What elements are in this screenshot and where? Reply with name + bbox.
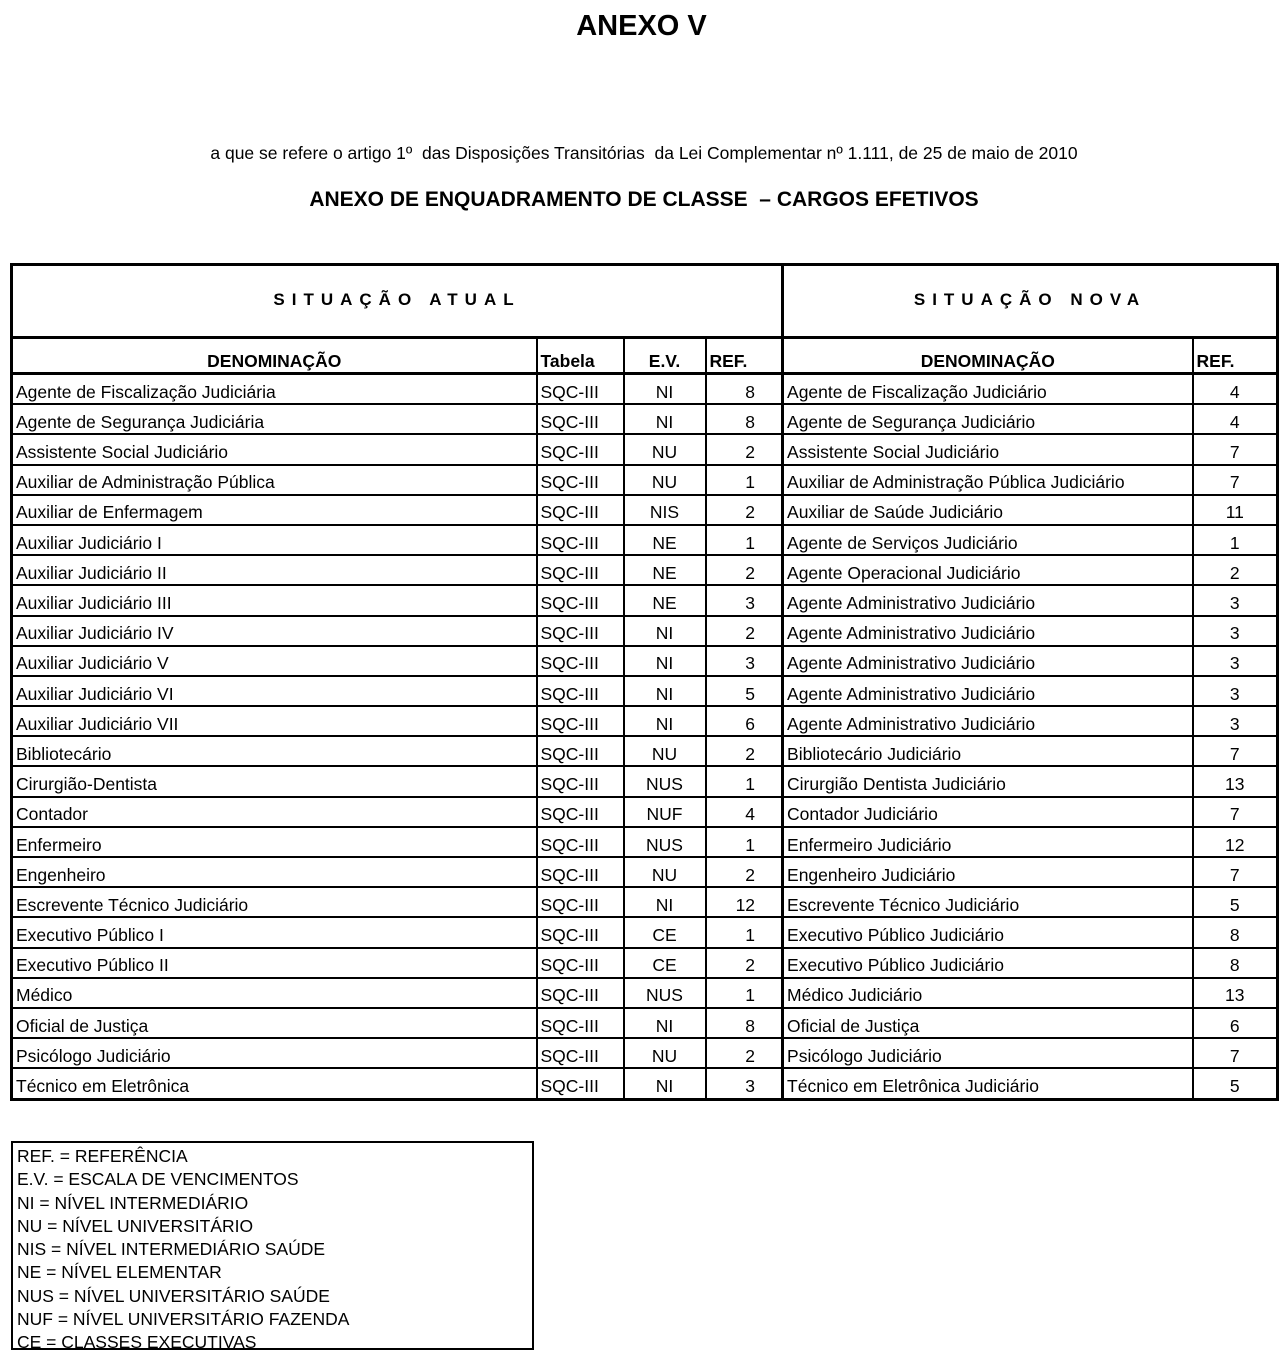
ev-cell: NI [624, 374, 706, 405]
current-name-cell: Bibliotecário [12, 736, 537, 766]
new-name-cell: Auxiliar de Saúde Judiciário [783, 495, 1193, 525]
new-ref-cell: 7 [1193, 1038, 1278, 1068]
table-cell: SQC-III [537, 736, 624, 766]
current-name-cell: Auxiliar Judiciário III [12, 585, 537, 615]
new-ref-cell: 11 [1193, 495, 1278, 525]
new-ref-cell: 7 [1193, 434, 1278, 464]
table-row [12, 1038, 1278, 1068]
new-ref-cell: 3 [1193, 616, 1278, 646]
ev-cell: NU [624, 1038, 706, 1068]
current-name-cell: Auxiliar de Administração Pública [12, 465, 537, 495]
current-ref-cell: 8 [706, 1008, 783, 1038]
legend-item: REF. = REFERÊNCIA [17, 1146, 188, 1166]
table-row [12, 978, 1278, 1008]
current-ref-cell: 2 [706, 948, 783, 978]
new-ref-cell: 3 [1193, 646, 1278, 676]
ev-cell: NI [624, 1068, 706, 1099]
current-name-cell: Executivo Público I [12, 917, 537, 947]
table-row [12, 555, 1278, 585]
new-ref-cell: 3 [1193, 706, 1278, 736]
col-new-ref-header: REF. [1193, 338, 1278, 374]
new-ref-cell: 3 [1193, 585, 1278, 615]
current-name-cell: Auxiliar Judiciário IV [12, 616, 537, 646]
ev-cell: NE [624, 525, 706, 555]
table-row [12, 917, 1278, 947]
new-name-cell: Agente Administrativo Judiciário [783, 646, 1193, 676]
new-name-cell: Executivo Público Judiciário [783, 948, 1193, 978]
ev-cell: NI [624, 1008, 706, 1038]
new-name-cell: Cirurgião Dentista Judiciário [783, 766, 1193, 796]
current-ref-cell: 4 [706, 797, 783, 827]
table-row [12, 1008, 1278, 1038]
col-new-name-header: DENOMINAÇÃO [783, 338, 1193, 374]
table-cell: SQC-III [537, 374, 624, 405]
legend-item: NU = NÍVEL UNIVERSITÁRIO [17, 1215, 254, 1236]
current-name-cell: Auxiliar Judiciário I [12, 525, 537, 555]
ev-cell: NIS [624, 495, 706, 525]
col-table-header: Tabela [537, 338, 624, 374]
new-name-cell: Agente de Serviços Judiciário [783, 525, 1193, 555]
legend-item: NIS = NÍVEL INTERMEDIÁRIO SAÚDE [17, 1239, 326, 1260]
new-name-cell: Técnico em Eletrônica Judiciário [783, 1068, 1193, 1099]
ev-cell: NUS [624, 766, 706, 796]
ev-cell: NUF [624, 797, 706, 827]
current-ref-cell: 8 [706, 404, 783, 434]
new-name-cell: Engenheiro Judiciário [783, 857, 1193, 887]
document-heading: ANEXO DE ENQUADRAMENTO DE CLASSE – CARGOS EFETIVOS [309, 188, 979, 211]
current-ref-cell: 1 [706, 827, 783, 857]
current-ref-cell: 8 [706, 374, 783, 405]
current-ref-cell: 1 [706, 525, 783, 555]
ev-cell: NI [624, 646, 706, 676]
new-ref-cell: 13 [1193, 766, 1278, 796]
ev-cell: CE [624, 948, 706, 978]
current-name-cell: Cirurgião-Dentista [12, 766, 537, 796]
new-name-cell: Auxiliar de Administração Pública Judiciário [783, 465, 1193, 495]
col-current-ref-header: REF. [706, 338, 783, 374]
ev-cell: NU [624, 465, 706, 495]
new-ref-cell: 7 [1193, 465, 1278, 495]
table-row [12, 404, 1278, 434]
table-cell: SQC-III [537, 676, 624, 706]
current-ref-cell: 1 [706, 978, 783, 1008]
current-ref-cell: 12 [706, 887, 783, 917]
table-cell: SQC-III [537, 616, 624, 646]
ev-cell: NE [624, 555, 706, 585]
new-ref-cell: 13 [1193, 978, 1278, 1008]
current-name-cell: Médico [12, 978, 537, 1008]
current-name-cell: Auxiliar Judiciário VII [12, 706, 537, 736]
legend-item: E.V. = ESCALA DE VENCIMENTOS [17, 1169, 299, 1190]
new-name-cell: Oficial de Justiça [783, 1008, 1193, 1038]
current-ref-cell: 6 [706, 706, 783, 736]
current-ref-cell: 2 [706, 736, 783, 766]
new-name-cell: Assistente Social Judiciário [783, 434, 1193, 464]
current-ref-cell: 2 [706, 616, 783, 646]
new-ref-cell: 6 [1193, 1008, 1278, 1038]
table-cell: SQC-III [537, 706, 624, 736]
new-name-cell: Agente Administrativo Judiciário [783, 616, 1193, 646]
new-name-cell: Agente Administrativo Judiciário [783, 676, 1193, 706]
new-name-cell: Escrevente Técnico Judiciário [783, 887, 1193, 917]
table-row [12, 525, 1278, 555]
new-ref-cell: 1 [1193, 525, 1278, 555]
table-cell: SQC-III [537, 465, 624, 495]
ev-cell: NUS [624, 827, 706, 857]
new-name-cell: Agente de Fiscalização Judiciário [783, 374, 1193, 405]
current-ref-cell: 3 [706, 585, 783, 615]
ev-cell: CE [624, 917, 706, 947]
table-row [12, 706, 1278, 736]
current-name-cell: Auxiliar Judiciário II [12, 555, 537, 585]
current-ref-cell: 1 [706, 766, 783, 796]
table-row [12, 736, 1278, 766]
new-ref-cell: 5 [1193, 887, 1278, 917]
table-cell: SQC-III [537, 978, 624, 1008]
legend-item: NE = NÍVEL ELEMENTAR [17, 1262, 222, 1283]
table-cell: SQC-III [537, 434, 624, 464]
new-name-cell: Psicólogo Judiciário [783, 1038, 1193, 1068]
new-ref-cell: 2 [1193, 555, 1278, 585]
table-row [12, 797, 1278, 827]
current-name-cell: Psicólogo Judiciário [12, 1038, 537, 1068]
legend-item: NUS = NÍVEL UNIVERSITÁRIO SAÚDE [17, 1285, 330, 1306]
table-row [12, 465, 1278, 495]
legend-item: NI = NÍVEL INTERMEDIÁRIO [17, 1192, 249, 1213]
current-name-cell: Oficial de Justiça [12, 1008, 537, 1038]
table-row [12, 646, 1278, 676]
table-cell: SQC-III [537, 797, 624, 827]
ev-cell: NU [624, 857, 706, 887]
section-new-header: SITUAÇÃO NOVA [783, 265, 1278, 338]
new-name-cell: Contador Judiciário [783, 797, 1193, 827]
table-cell: SQC-III [537, 646, 624, 676]
table-cell: SQC-III [537, 1068, 624, 1099]
table-cell: SQC-III [537, 857, 624, 887]
new-ref-cell: 7 [1193, 857, 1278, 887]
new-ref-cell: 12 [1193, 827, 1278, 857]
ev-cell: NI [624, 887, 706, 917]
legend-item: CE = CLASSES EXECUTIVAS [17, 1332, 257, 1353]
col-current-name-header: DENOMINAÇÃO [12, 338, 537, 374]
current-name-cell: Executivo Público II [12, 948, 537, 978]
table-cell: SQC-III [537, 495, 624, 525]
new-ref-cell: 7 [1193, 736, 1278, 766]
table-row [12, 676, 1278, 706]
current-name-cell: Técnico em Eletrônica [12, 1068, 537, 1099]
current-ref-cell: 1 [706, 465, 783, 495]
ev-cell: NI [624, 404, 706, 434]
current-name-cell: Contador [12, 797, 537, 827]
new-name-cell: Enfermeiro Judiciário [783, 827, 1193, 857]
new-ref-cell: 8 [1193, 917, 1278, 947]
table-row [12, 616, 1278, 646]
col-ev-header: E.V. [624, 338, 706, 374]
new-name-cell: Agente Operacional Judiciário [783, 555, 1193, 585]
table-row [12, 585, 1278, 615]
table-cell: SQC-III [537, 827, 624, 857]
ev-cell: NU [624, 434, 706, 464]
new-name-cell: Bibliotecário Judiciário [783, 736, 1193, 766]
table-cell: SQC-III [537, 555, 624, 585]
new-name-cell: Agente Administrativo Judiciário [783, 706, 1193, 736]
new-name-cell: Agente Administrativo Judiciário [783, 585, 1193, 615]
new-ref-cell: 4 [1193, 374, 1278, 405]
abbreviations-legend [11, 1141, 534, 1353]
table-cell: SQC-III [537, 948, 624, 978]
table-row [12, 495, 1278, 525]
current-ref-cell: 2 [706, 434, 783, 464]
current-ref-cell: 3 [706, 646, 783, 676]
current-name-cell: Engenheiro [12, 857, 537, 887]
current-ref-cell: 2 [706, 1038, 783, 1068]
current-name-cell: Agente de Fiscalização Judiciária [12, 374, 537, 405]
current-name-cell: Agente de Segurança Judiciária [12, 404, 537, 434]
table-body [12, 374, 1278, 1100]
table-cell: SQC-III [537, 1038, 624, 1068]
table-row [12, 766, 1278, 796]
table-row [12, 948, 1278, 978]
table-row [12, 887, 1278, 917]
table-cell: SQC-III [537, 887, 624, 917]
current-name-cell: Auxiliar Judiciário VI [12, 676, 537, 706]
table-row [12, 857, 1278, 887]
current-name-cell: Auxiliar de Enfermagem [12, 495, 537, 525]
current-ref-cell: 2 [706, 555, 783, 585]
document-subtitle: a que se refere o artigo 1º das Disposições Transitórias da Lei Complementar nº 1.111, de 25 de maio de 2010 [210, 143, 1078, 163]
column-header-row [12, 338, 1278, 374]
document-title: ANEXO V [576, 10, 707, 42]
table-cell: SQC-III [537, 525, 624, 555]
section-header-row [12, 265, 1278, 338]
new-ref-cell: 7 [1193, 797, 1278, 827]
table-cell: SQC-III [537, 585, 624, 615]
current-ref-cell: 3 [706, 1068, 783, 1099]
current-ref-cell: 2 [706, 857, 783, 887]
legend-item: NUF = NÍVEL UNIVERSITÁRIO FAZENDA [17, 1309, 350, 1330]
ev-cell: NUS [624, 978, 706, 1008]
table-row [12, 827, 1278, 857]
current-ref-cell: 1 [706, 917, 783, 947]
current-name-cell: Enfermeiro [12, 827, 537, 857]
table-row [12, 434, 1278, 464]
new-ref-cell: 5 [1193, 1068, 1278, 1099]
section-current-header: SITUAÇÃO ATUAL [12, 265, 783, 338]
current-ref-cell: 5 [706, 676, 783, 706]
current-name-cell: Escrevente Técnico Judiciário [12, 887, 537, 917]
table-cell: SQC-III [537, 766, 624, 796]
table-row [12, 374, 1278, 405]
new-name-cell: Médico Judiciário [783, 978, 1193, 1008]
new-name-cell: Executivo Público Judiciário [783, 917, 1193, 947]
current-name-cell: Auxiliar Judiciário V [12, 646, 537, 676]
ev-cell: NI [624, 616, 706, 646]
ev-cell: NI [624, 676, 706, 706]
ev-cell: NU [624, 736, 706, 766]
new-ref-cell: 8 [1193, 948, 1278, 978]
current-ref-cell: 2 [706, 495, 783, 525]
new-ref-cell: 3 [1193, 676, 1278, 706]
table-cell: SQC-III [537, 917, 624, 947]
ev-cell: NE [624, 585, 706, 615]
table-cell: SQC-III [537, 404, 624, 434]
new-ref-cell: 4 [1193, 404, 1278, 434]
ev-cell: NI [624, 706, 706, 736]
new-name-cell: Agente de Segurança Judiciário [783, 404, 1193, 434]
table-cell: SQC-III [537, 1008, 624, 1038]
current-name-cell: Assistente Social Judiciário [12, 434, 537, 464]
table-row [12, 1068, 1278, 1099]
classification-table [10, 263, 1279, 1101]
